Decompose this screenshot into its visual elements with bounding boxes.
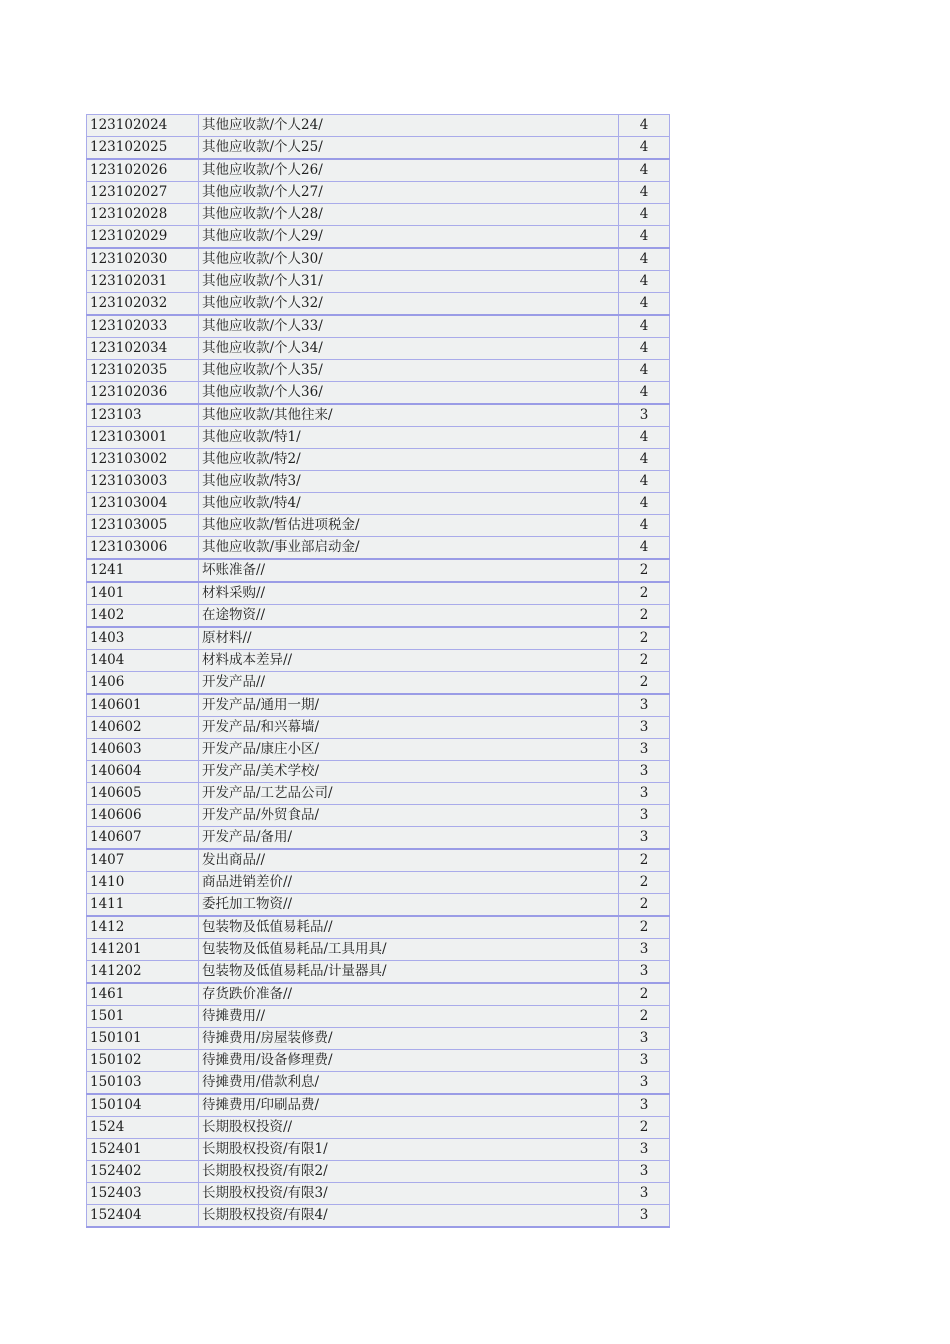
- account-name-cell: 其他应收款/个人32/: [199, 293, 619, 316]
- account-level-cell: 3: [619, 1072, 670, 1095]
- account-level-cell: 4: [619, 427, 670, 449]
- account-level-cell: 4: [619, 293, 670, 316]
- table-row: [87, 939, 670, 961]
- account-name-cell: 其他应收款/特1/: [199, 427, 619, 449]
- table-row: [87, 961, 670, 984]
- account-name-cell: 其他应收款/个人33/: [199, 315, 619, 338]
- account-level-cell: 4: [619, 204, 670, 226]
- table-row: [87, 248, 670, 271]
- account-name-cell: 待摊费用/房屋装修费/: [199, 1028, 619, 1050]
- account-level-cell: 2: [619, 849, 670, 872]
- account-code-cell: 1403: [87, 627, 199, 650]
- account-level-cell: 4: [619, 115, 670, 137]
- account-level-cell: 3: [619, 1161, 670, 1183]
- table-row: [87, 605, 670, 628]
- account-level-cell: 4: [619, 537, 670, 560]
- account-level-cell: 2: [619, 605, 670, 628]
- account-code-cell: 123103003: [87, 471, 199, 493]
- account-name-cell: 其他应收款/个人26/: [199, 159, 619, 182]
- account-level-cell: 4: [619, 471, 670, 493]
- account-code-cell: 1524: [87, 1117, 199, 1139]
- account-name-cell: 其他应收款/个人31/: [199, 271, 619, 293]
- account-code-cell: 152404: [87, 1205, 199, 1228]
- account-name-cell: 其他应收款/个人28/: [199, 204, 619, 226]
- account-name-cell: 其他应收款/暂估进项税金/: [199, 515, 619, 537]
- account-name-cell: 开发产品/通用一期/: [199, 694, 619, 717]
- account-name-cell: 开发产品/备用/: [199, 827, 619, 850]
- table-row: [87, 827, 670, 850]
- account-code-cell: 140606: [87, 805, 199, 827]
- account-code-cell: 123102036: [87, 382, 199, 405]
- table-row: [87, 226, 670, 249]
- table-row: [87, 404, 670, 427]
- account-code-cell: 1401: [87, 582, 199, 605]
- account-name-cell: 开发产品/康庄小区/: [199, 739, 619, 761]
- account-level-cell: 4: [619, 382, 670, 405]
- account-code-cell: 123102033: [87, 315, 199, 338]
- account-name-cell: 其他应收款/个人27/: [199, 182, 619, 204]
- account-name-cell: 其他应收款/其他往来/: [199, 404, 619, 427]
- table-row: [87, 916, 670, 939]
- account-code-cell: 123102024: [87, 115, 199, 137]
- account-code-cell: 150104: [87, 1094, 199, 1117]
- account-name-cell: 包装物及低值易耗品/计量器具/: [199, 961, 619, 984]
- account-code-cell: 123103: [87, 404, 199, 427]
- account-name-cell: 开发产品/外贸食品/: [199, 805, 619, 827]
- account-level-cell: 4: [619, 493, 670, 515]
- table-row: [87, 849, 670, 872]
- account-name-cell: 坏账准备//: [199, 559, 619, 582]
- account-level-cell: 4: [619, 248, 670, 271]
- table-row: [87, 427, 670, 449]
- account-code-cell: 1406: [87, 672, 199, 695]
- table-row: [87, 717, 670, 739]
- account-code-cell: 123103001: [87, 427, 199, 449]
- account-level-cell: 4: [619, 338, 670, 360]
- account-level-cell: 3: [619, 1094, 670, 1117]
- account-code-cell: 1501: [87, 1006, 199, 1028]
- account-name-cell: 包装物及低值易耗品/工具用具/: [199, 939, 619, 961]
- account-level-cell: 4: [619, 137, 670, 160]
- account-level-cell: 2: [619, 627, 670, 650]
- account-name-cell: 待摊费用/设备修理费/: [199, 1050, 619, 1072]
- account-name-cell: 其他应收款/事业部启动金/: [199, 537, 619, 560]
- account-name-cell: 在途物资//: [199, 605, 619, 628]
- account-level-cell: 2: [619, 650, 670, 672]
- account-code-cell: 1407: [87, 849, 199, 872]
- account-code-cell: 152401: [87, 1139, 199, 1161]
- account-name-cell: 长期股权投资/有限1/: [199, 1139, 619, 1161]
- account-table: [86, 114, 670, 1228]
- account-code-cell: 123102031: [87, 271, 199, 293]
- account-code-cell: 123103002: [87, 449, 199, 471]
- table-row: [87, 515, 670, 537]
- table-row: [87, 983, 670, 1006]
- table-row: [87, 650, 670, 672]
- account-level-cell: 4: [619, 159, 670, 182]
- account-name-cell: 开发产品/工艺品公司/: [199, 783, 619, 805]
- account-name-cell: 包装物及低值易耗品//: [199, 916, 619, 939]
- table-row: [87, 559, 670, 582]
- account-code-cell: 1241: [87, 559, 199, 582]
- account-level-cell: 2: [619, 559, 670, 582]
- account-code-cell: 123102028: [87, 204, 199, 226]
- account-level-cell: 2: [619, 916, 670, 939]
- account-name-cell: 其他应收款/个人34/: [199, 338, 619, 360]
- account-name-cell: 开发产品/和兴幕墙/: [199, 717, 619, 739]
- account-name-cell: 开发产品//: [199, 672, 619, 695]
- account-code-cell: 140607: [87, 827, 199, 850]
- table-row: [87, 537, 670, 560]
- account-level-cell: 3: [619, 783, 670, 805]
- account-code-cell: 1411: [87, 894, 199, 917]
- account-code-cell: 152403: [87, 1183, 199, 1205]
- account-code-cell: 140604: [87, 761, 199, 783]
- account-level-cell: 4: [619, 315, 670, 338]
- account-level-cell: 3: [619, 827, 670, 850]
- account-name-cell: 其他应收款/个人36/: [199, 382, 619, 405]
- account-level-cell: 3: [619, 805, 670, 827]
- account-name-cell: 待摊费用/借款利息/: [199, 1072, 619, 1095]
- account-name-cell: 长期股权投资/有限3/: [199, 1183, 619, 1205]
- table-row: [87, 449, 670, 471]
- account-name-cell: 委托加工物资//: [199, 894, 619, 917]
- account-level-cell: 2: [619, 894, 670, 917]
- account-name-cell: 其他应收款/个人24/: [199, 115, 619, 137]
- account-level-cell: 4: [619, 271, 670, 293]
- account-name-cell: 其他应收款/个人35/: [199, 360, 619, 382]
- account-name-cell: 长期股权投资//: [199, 1117, 619, 1139]
- account-code-cell: 1410: [87, 872, 199, 894]
- account-code-cell: 123102034: [87, 338, 199, 360]
- account-code-cell: 140602: [87, 717, 199, 739]
- account-name-cell: 其他应收款/个人25/: [199, 137, 619, 160]
- account-code-cell: 123103006: [87, 537, 199, 560]
- account-level-cell: 3: [619, 1050, 670, 1072]
- account-name-cell: 材料成本差异//: [199, 650, 619, 672]
- account-code-cell: 141201: [87, 939, 199, 961]
- account-name-cell: 其他应收款/特2/: [199, 449, 619, 471]
- account-level-cell: 3: [619, 739, 670, 761]
- table-row: [87, 761, 670, 783]
- table-row: [87, 1028, 670, 1050]
- account-code-cell: 1461: [87, 983, 199, 1006]
- table-row: [87, 382, 670, 405]
- account-name-cell: 原材料//: [199, 627, 619, 650]
- table-row: [87, 694, 670, 717]
- table-row: [87, 360, 670, 382]
- table-row: [87, 739, 670, 761]
- account-code-cell: 1404: [87, 650, 199, 672]
- table-row: [87, 315, 670, 338]
- table-row: [87, 338, 670, 360]
- account-code-cell: 123102027: [87, 182, 199, 204]
- account-name-cell: 开发产品/美术学校/: [199, 761, 619, 783]
- account-level-cell: 2: [619, 582, 670, 605]
- account-code-cell: 140601: [87, 694, 199, 717]
- table-row: [87, 1072, 670, 1095]
- account-code-cell: 150102: [87, 1050, 199, 1072]
- account-level-cell: 3: [619, 404, 670, 427]
- account-name-cell: 待摊费用//: [199, 1006, 619, 1028]
- account-level-cell: 3: [619, 1139, 670, 1161]
- table-row: [87, 204, 670, 226]
- account-code-cell: 123103005: [87, 515, 199, 537]
- account-level-cell: 3: [619, 694, 670, 717]
- account-level-cell: 3: [619, 939, 670, 961]
- account-level-cell: 2: [619, 1117, 670, 1139]
- account-code-cell: 1412: [87, 916, 199, 939]
- account-level-cell: 4: [619, 449, 670, 471]
- account-level-cell: 3: [619, 961, 670, 984]
- table-row: [87, 159, 670, 182]
- table-row: [87, 1094, 670, 1117]
- account-code-cell: 123102030: [87, 248, 199, 271]
- account-level-cell: 4: [619, 515, 670, 537]
- account-code-cell: 152402: [87, 1161, 199, 1183]
- account-code-cell: 140603: [87, 739, 199, 761]
- account-level-cell: 4: [619, 360, 670, 382]
- account-name-cell: 商品进销差价//: [199, 872, 619, 894]
- table-row: [87, 182, 670, 204]
- account-level-cell: 3: [619, 1028, 670, 1050]
- account-code-cell: 150101: [87, 1028, 199, 1050]
- table-row: [87, 1161, 670, 1183]
- table-row: [87, 1050, 670, 1072]
- account-code-cell: 1402: [87, 605, 199, 628]
- account-name-cell: 待摊费用/印刷品费/: [199, 1094, 619, 1117]
- account-level-cell: 4: [619, 226, 670, 249]
- table-row: [87, 471, 670, 493]
- account-name-cell: 长期股权投资/有限2/: [199, 1161, 619, 1183]
- account-code-cell: 141202: [87, 961, 199, 984]
- account-name-cell: 其他应收款/个人29/: [199, 226, 619, 249]
- account-level-cell: 2: [619, 983, 670, 1006]
- account-level-cell: 2: [619, 872, 670, 894]
- account-name-cell: 材料采购//: [199, 582, 619, 605]
- account-name-cell: 长期股权投资/有限4/: [199, 1205, 619, 1228]
- table-row: [87, 1117, 670, 1139]
- account-code-cell: 123102025: [87, 137, 199, 160]
- account-name-cell: 其他应收款/个人30/: [199, 248, 619, 271]
- table-row: [87, 872, 670, 894]
- table-row: [87, 672, 670, 695]
- account-code-cell: 123102029: [87, 226, 199, 249]
- account-name-cell: 存货跌价准备//: [199, 983, 619, 1006]
- account-level-cell: 2: [619, 1006, 670, 1028]
- table-row: [87, 293, 670, 316]
- account-code-cell: 123102032: [87, 293, 199, 316]
- account-level-cell: 3: [619, 1183, 670, 1205]
- table-row: [87, 1006, 670, 1028]
- account-code-cell: 150103: [87, 1072, 199, 1095]
- account-level-cell: 3: [619, 1205, 670, 1228]
- table-row: [87, 1205, 670, 1228]
- account-name-cell: 发出商品//: [199, 849, 619, 872]
- table-row: [87, 582, 670, 605]
- account-code-cell: 123102026: [87, 159, 199, 182]
- account-code-cell: 123103004: [87, 493, 199, 515]
- table-row: [87, 805, 670, 827]
- table-row: [87, 783, 670, 805]
- account-name-cell: 其他应收款/特3/: [199, 471, 619, 493]
- table-row: [87, 1139, 670, 1161]
- table-row: [87, 137, 670, 160]
- table-row: [87, 894, 670, 917]
- account-level-cell: 2: [619, 672, 670, 695]
- account-name-cell: 其他应收款/特4/: [199, 493, 619, 515]
- table-row: [87, 1183, 670, 1205]
- table-row: [87, 627, 670, 650]
- account-level-cell: 4: [619, 182, 670, 204]
- table-row: [87, 493, 670, 515]
- account-code-cell: 140605: [87, 783, 199, 805]
- account-code-cell: 123102035: [87, 360, 199, 382]
- account-level-cell: 3: [619, 761, 670, 783]
- account-table-body: [87, 115, 670, 1228]
- table-row: [87, 271, 670, 293]
- table-row: [87, 115, 670, 137]
- account-level-cell: 3: [619, 717, 670, 739]
